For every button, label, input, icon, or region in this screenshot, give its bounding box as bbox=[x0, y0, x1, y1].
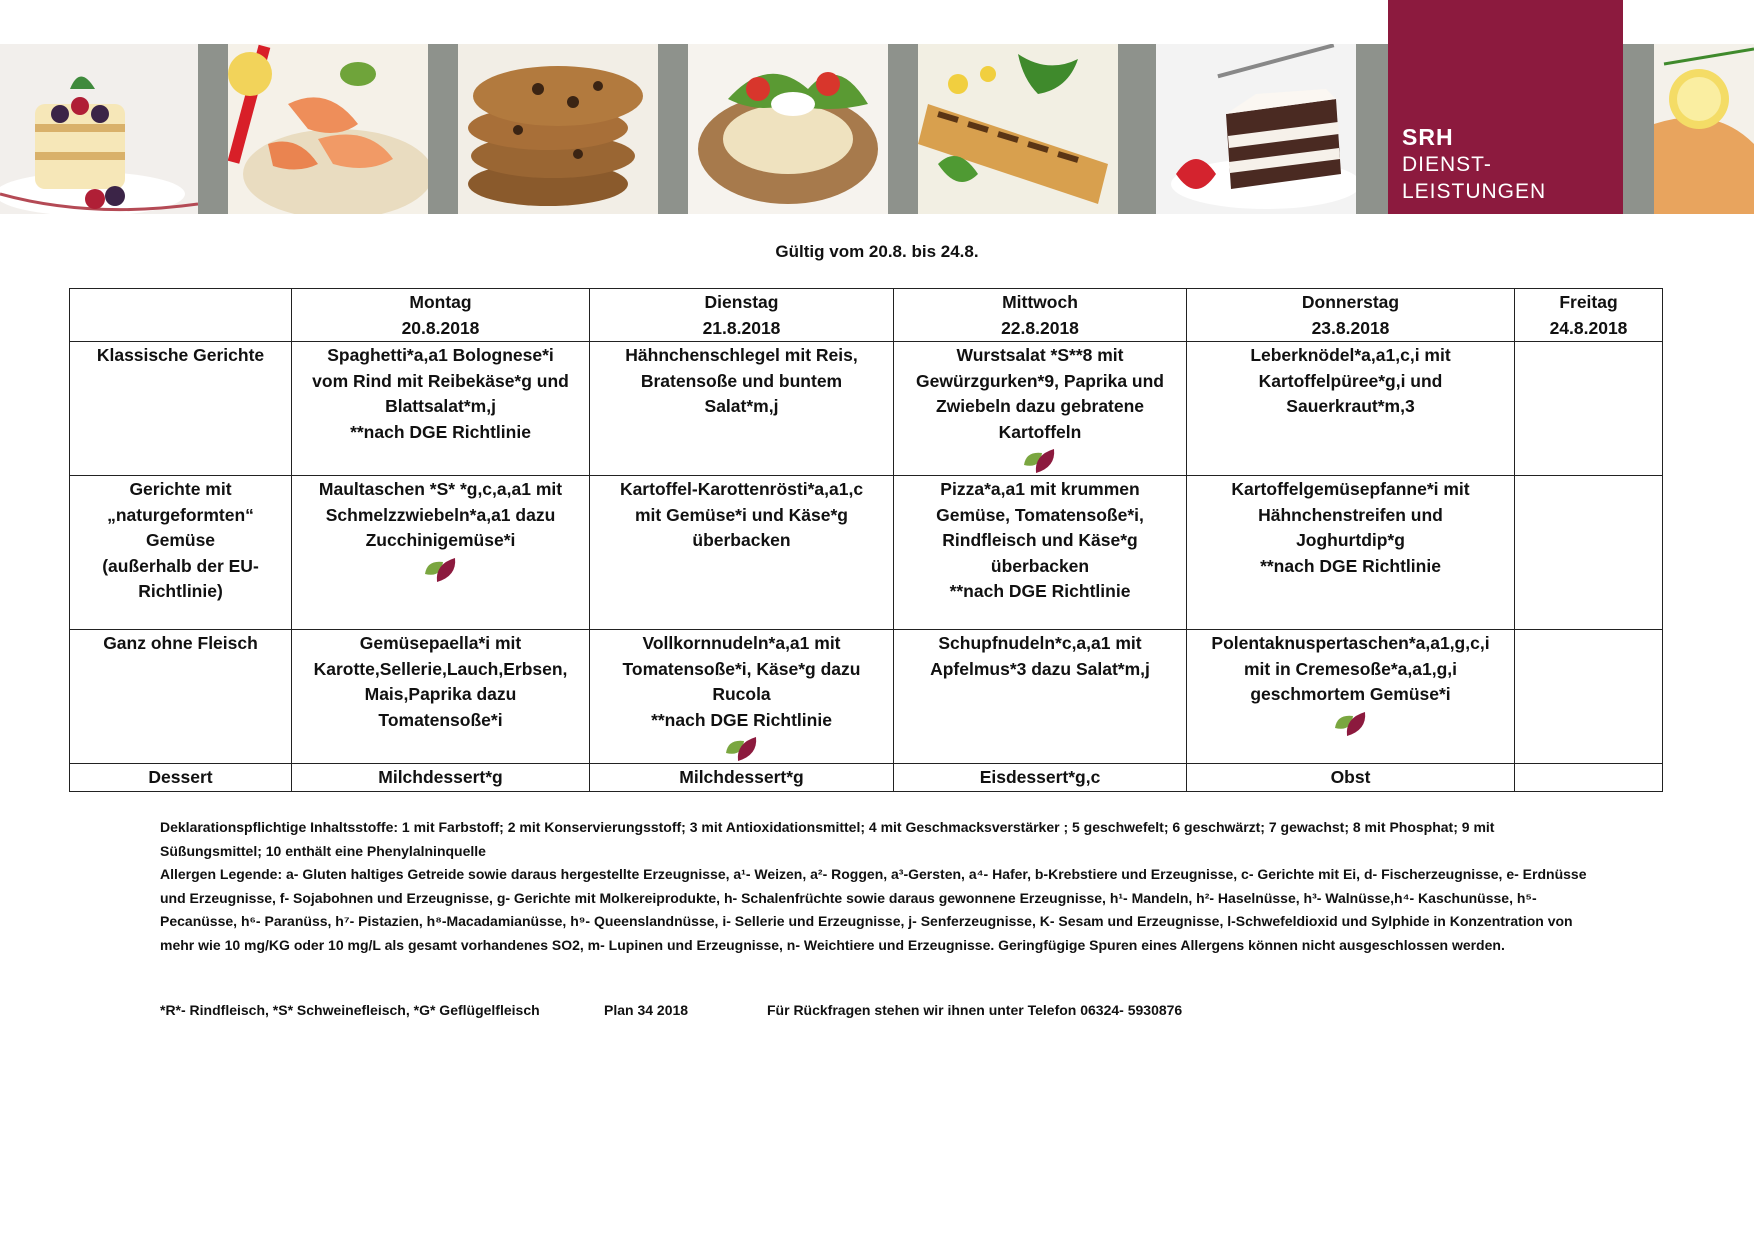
category-label: Gerichte mit bbox=[129, 479, 232, 499]
dish-text: Pizza*a,a1 mit krummen bbox=[940, 479, 1140, 499]
vegetarian-leaf-icon bbox=[1331, 708, 1371, 738]
dish-text: Kartoffelgemüsepfanne*i mit bbox=[1231, 479, 1470, 499]
category-cell bbox=[70, 342, 292, 476]
dish-text: überbacken bbox=[990, 555, 1090, 576]
category-label: „naturgeformten“ bbox=[107, 504, 254, 525]
dish-cell bbox=[292, 476, 590, 630]
contact-info: Für Rückfragen stehen wir ihnen unter Telefon 06324- 5930876 bbox=[767, 1002, 1183, 1018]
dish-text: Tomatensoße*i, Käse*g dazu bbox=[622, 658, 861, 679]
category-label: (außerhalb der EU- bbox=[102, 555, 259, 576]
dish-text: Polentaknuspertaschen*a,a1,g,c,i bbox=[1211, 633, 1490, 653]
menu-row bbox=[70, 476, 1663, 630]
dish-text: **nach DGE Richtlinie bbox=[949, 581, 1131, 601]
dish-text: geschmortem Gemüse*i bbox=[1250, 684, 1451, 704]
dish-cell bbox=[590, 630, 894, 764]
dish-text: Gemüse, Tomatensoße*i, bbox=[936, 504, 1144, 525]
dish-text: Milchdessert*g bbox=[378, 767, 503, 787]
dish-cell bbox=[1515, 476, 1663, 630]
dish-cell bbox=[1187, 630, 1515, 764]
dessert-photo bbox=[0, 44, 198, 214]
potato-photo bbox=[688, 44, 888, 214]
dish-text: Obst bbox=[1330, 767, 1371, 787]
vegetarian-leaf-icon bbox=[421, 554, 461, 584]
day-header: Dienstag 21.8.2018 bbox=[590, 289, 894, 342]
dish-text: mit Gemüse*i und Käse*g bbox=[635, 504, 848, 525]
dish-cell bbox=[590, 476, 894, 630]
cake-photo bbox=[1156, 44, 1356, 214]
dish-text: Spaghetti*a,a1 Bolognese*i bbox=[327, 345, 554, 365]
category-label: Gemüse bbox=[145, 530, 216, 550]
dish-text: Hähnchenschlegel mit Reis, bbox=[625, 345, 858, 365]
dish-cell bbox=[590, 764, 894, 792]
srh-logo bbox=[1388, 0, 1623, 214]
dish-cell bbox=[1187, 342, 1515, 476]
dish-cell bbox=[894, 764, 1187, 792]
category-label: Dessert bbox=[148, 767, 213, 787]
dish-text: mit in Cremesoße*a,a1,g,i bbox=[1244, 658, 1457, 679]
dish-text: Zucchinigemüse*i bbox=[365, 530, 516, 550]
brand-line-1: SRH bbox=[1402, 124, 1454, 150]
dish-cell bbox=[590, 342, 894, 476]
dish-text: Bratensoße und buntem bbox=[640, 370, 843, 391]
dish-text: **nach DGE Richtlinie bbox=[651, 709, 832, 730]
fish-photo bbox=[1654, 44, 1754, 214]
dish-text: Salat*m,j bbox=[704, 396, 779, 416]
brand-line-3: LEISTUNGEN bbox=[1402, 180, 1547, 203]
dish-text: Vollkornnudeln*a,a1 mit bbox=[642, 633, 841, 653]
dish-text: **nach DGE Richtlinie bbox=[350, 421, 531, 442]
shrimp-photo bbox=[228, 44, 428, 214]
dish-text: Leberknödel*a,a1,c,i mit bbox=[1250, 345, 1451, 365]
category-cell bbox=[70, 630, 292, 764]
dish-text: Eisdessert*g,c bbox=[979, 767, 1101, 787]
day-header: Donnerstag 23.8.2018 bbox=[1187, 289, 1515, 342]
dish-cell bbox=[1187, 476, 1515, 630]
dish-text: Tomatensoße*i bbox=[378, 709, 503, 730]
day-header: Montag 20.8.2018 bbox=[292, 289, 590, 342]
table-header-row bbox=[70, 289, 1663, 342]
dish-cell bbox=[292, 764, 590, 792]
dish-text: Rucola bbox=[712, 684, 771, 704]
plan-number: Plan 34 2018 bbox=[604, 1002, 689, 1018]
day-header: Freitag 24.8.2018 bbox=[1515, 289, 1663, 342]
dish-cell bbox=[894, 476, 1187, 630]
dish-text: Kartoffelpüree*g,i und bbox=[1258, 370, 1443, 391]
category-label: Klassische Gerichte bbox=[96, 345, 265, 365]
vegetarian-leaf-icon bbox=[722, 733, 762, 763]
dish-cell bbox=[1515, 764, 1663, 792]
menu-row bbox=[70, 342, 1663, 476]
dish-text: Blattsalat*m,j bbox=[385, 396, 496, 416]
dish-text: überbacken bbox=[692, 530, 791, 550]
dish-text: Gewürzgurken*9, Paprika und bbox=[916, 370, 1164, 391]
brand-line-2: DIENST- bbox=[1402, 153, 1492, 176]
footnotes bbox=[160, 816, 1600, 957]
dish-text: Sauerkraut*m,3 bbox=[1286, 396, 1415, 416]
dish-cell bbox=[1515, 342, 1663, 476]
dish-text: Gemüsepaella*i mit bbox=[359, 633, 522, 653]
corner-cell bbox=[70, 289, 292, 342]
meat-legend: *R*- Rindfleisch, *S* Schweinefleisch, *G* Geflügelfleisch bbox=[160, 1002, 540, 1018]
dish-text: Mais,Paprika dazu bbox=[364, 684, 517, 704]
dish-text: vom Rind mit Reibekäse*g und bbox=[312, 370, 569, 391]
dish-text: Zwiebeln dazu gebratene bbox=[935, 396, 1145, 416]
additives-note: Deklarationspflichtige Inhaltsstoffe: 1 mit Farbstoff; 2 mit Konservierungsstoff; 3 mit Antioxidationsmittel; 4 mit Geschmacksverstärker ; 5 geschwefelt; 6 geschwärzt; 7 gewachst; 8 mit Phosphat; 9 mit Süßungsmittel; 10 enthält eine Phenylalninquelle bbox=[160, 819, 1495, 859]
dish-text: Joghurtdip*g bbox=[1296, 530, 1405, 550]
category-label: Richtlinie) bbox=[138, 581, 223, 601]
dish-cell bbox=[292, 342, 590, 476]
dish-text: Kartoffeln bbox=[998, 421, 1082, 442]
category-cell bbox=[70, 764, 292, 792]
cookies-photo bbox=[458, 44, 658, 214]
dish-text: Rindfleisch und Käse*g bbox=[942, 530, 1138, 550]
dish-cell bbox=[894, 342, 1187, 476]
dish-text: Schmelzzwiebeln*a,a1 dazu bbox=[325, 504, 556, 525]
dish-cell bbox=[292, 630, 590, 764]
menu-row bbox=[70, 764, 1663, 792]
weekly-menu-table bbox=[69, 288, 1663, 792]
dish-cell bbox=[1515, 630, 1663, 764]
dish-cell bbox=[894, 630, 1187, 764]
category-label: Ganz ohne Fleisch bbox=[103, 633, 258, 653]
dish-text: Karotte,Sellerie,Lauch,Erbsen, bbox=[313, 658, 568, 679]
validity-period: Gültig vom 20.8. bis 24.8. bbox=[775, 242, 979, 261]
chicken-photo bbox=[918, 44, 1118, 214]
dish-text: Milchdessert*g bbox=[679, 767, 804, 787]
dish-text: Kartoffel-Karottenrösti*a,a1,c bbox=[619, 479, 864, 499]
dish-text: Maultaschen *S* *g,c,a,a1 mit bbox=[318, 479, 563, 499]
dish-cell bbox=[1187, 764, 1515, 792]
dish-text: **nach DGE Richtlinie bbox=[1260, 555, 1441, 576]
day-header: Mittwoch 22.8.2018 bbox=[894, 289, 1187, 342]
dish-text: Wurstsalat *S**8 mit bbox=[956, 345, 1124, 365]
vegetarian-leaf-icon bbox=[1020, 445, 1060, 475]
allergen-legend: Allergen Legende: a- Gluten haltiges Getreide sowie daraus hergestellte Erzeugnisse, a¹- Weizen, a²- Roggen, a³-Gersten, a⁴- Hafer, b-Krebstiere und Erzeugnisse, c- Gerichte mit Ei, d- Fischerzeugnisse, e- Erdnüsse und Erzeugnisse, f- Sojabohnen und Erzeugnisse, g- Gerichte mit Molkereiprodukte, h- Schalenfrüchte sowie daraus gewonnene Erzeugnisse, h¹- Mandeln, h²- Haselnüsse, h³- Walnüsse,h⁴- Kaschunüsse, h⁵- Pecanüsse, h⁶- Paranüss, h⁷- Pistazien, h⁸-Macadamianüsse, h⁹- Queenslandnüsse, i- Sellerie und Erzeugnisse, j- Senferzeugnisse, K- Sesam und Erzeugnisse, l-Schwefeldioxid und Sylphide in Konzentration von mehr wie 10 mg/KG oder 10 mg/L als gesamt vorhandenes SO2, m- Lupinen und Erzeugnisse, n- Weichtiere und Erzeugnisse. Geringfügige Spuren eines Allergens können nicht ausgeschlossen werden. bbox=[160, 866, 1587, 953]
category-cell bbox=[70, 476, 292, 630]
menu-row bbox=[70, 630, 1663, 764]
dish-text: Apfelmus*3 dazu Salat*m,j bbox=[930, 658, 1150, 679]
dish-text: Schupfnudeln*c,a,a1 mit bbox=[938, 633, 1142, 653]
dish-text: Hähnchenstreifen und bbox=[1258, 504, 1443, 525]
